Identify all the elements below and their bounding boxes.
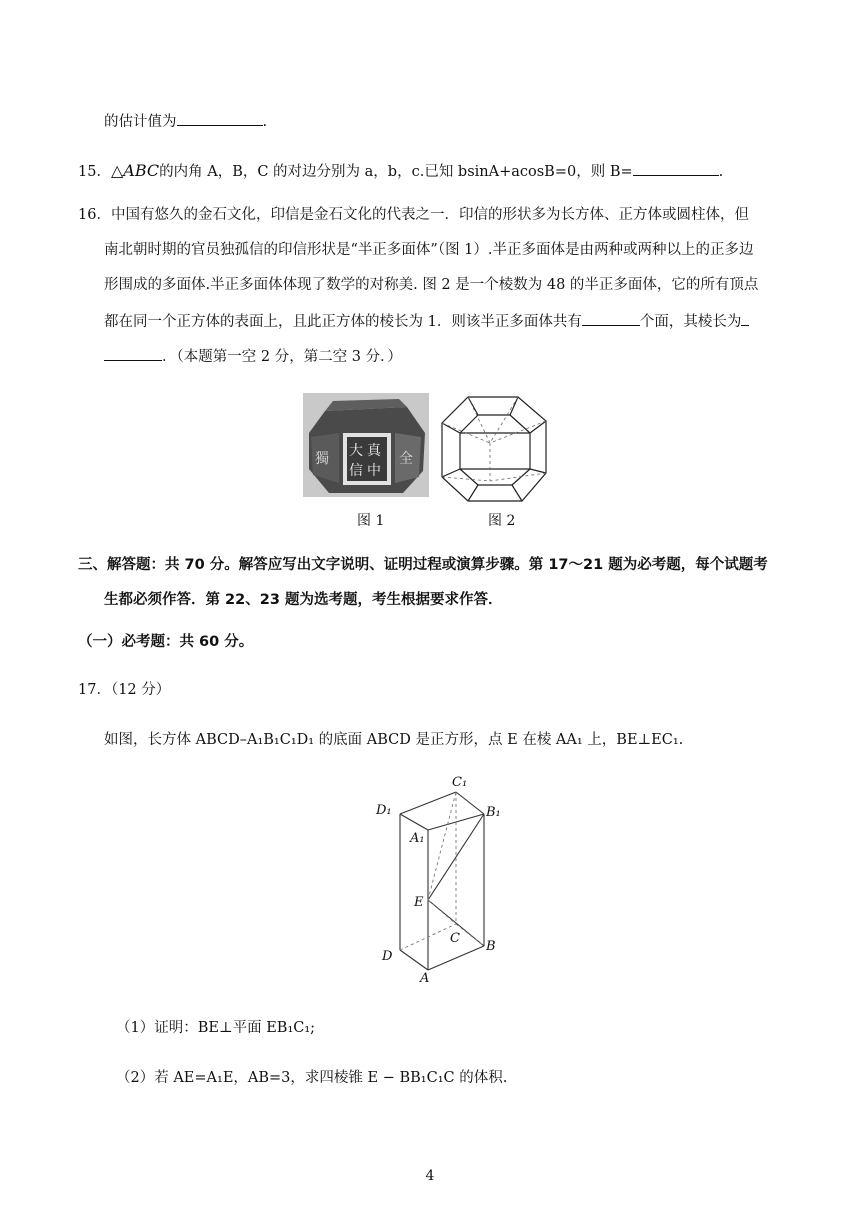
label-a1: A₁ [410, 831, 425, 846]
page-number: 4 [425, 1168, 435, 1184]
part-1-heading: （一）必考题：共 60 分。 [78, 634, 254, 650]
answer-blank [741, 310, 749, 326]
answer-blank [177, 110, 263, 126]
triangle-abc: △ABC [110, 161, 160, 180]
question-16-line-2: 南北朝时期的官员独孤信的印信形状是“半正多面体”（图 1）.半正多面体是由两种或两种以上的正多边 [104, 242, 754, 258]
label-c: C [450, 931, 460, 946]
seal-char: 獨 [315, 451, 329, 467]
answer-blank [582, 310, 640, 326]
seal-char: 信 [349, 463, 363, 479]
question-17-prism-diagram [372, 772, 512, 984]
seal-char: 真 [367, 443, 381, 459]
question-16-line-1: 16．中国有悠久的金石文化，印信是金石文化的代表之一．印信的形状多为长方体、正方体或圆柱体，但 [78, 207, 749, 223]
section-3-heading-line-2: 生都必须作答．第 22、23 题为选考题，考生根据要求作答． [104, 592, 503, 608]
seal-char: 大 [349, 443, 363, 459]
seal-char: 中 [367, 463, 381, 479]
label-d: D [382, 949, 393, 964]
question-17-part-2: （2）若 AE=A₁E，AB=3，求四棱锥 E − BB₁C₁C 的体积. [116, 1070, 508, 1086]
label-a: A [420, 971, 430, 984]
answer-blank [633, 160, 719, 176]
question-17-stem: 如图，长方体 ABCD–A₁B₁C₁D₁ 的底面 ABCD 是正方形，点 E 在棱 AA₁ 上，BE⊥EC₁. [104, 732, 684, 748]
figure-1-seal-photo [303, 393, 429, 497]
section-3-heading-line-1: 三、解答题：共 70 分。解答应写出文字说明、证明过程或演算步骤。第 17～21 题为必考题，每个试题考 [78, 557, 768, 573]
seal-char: 全 [399, 451, 413, 467]
seal-image [303, 393, 429, 497]
prev-question-tail: 的估计值为 . [104, 110, 267, 132]
question-17-number: 17．（12 分） [78, 682, 171, 698]
label-b: B [486, 939, 496, 954]
question-16-line-5: ．（本题第一空 2 分，第二空 3 分．） [104, 345, 402, 367]
polyhedron-diagram [438, 393, 550, 505]
figure-2-caption: 图 2 [488, 513, 516, 529]
label-e: E [414, 895, 424, 910]
label-d1: D₁ [376, 803, 392, 818]
figure-2-polyhedron [438, 393, 550, 505]
question-16-line-3: 形围成的多面体.半正多面体体现了数学的对称美. 图 2 是一个棱数为 48 的半正多面体，它的所有顶点 [104, 277, 759, 293]
answer-blank [104, 345, 162, 361]
figure-1-caption: 图 1 [357, 513, 385, 529]
question-17-part-1: （1）证明：BE⊥平面 EB₁C₁; [116, 1020, 316, 1036]
label-b1: B₁ [486, 805, 501, 820]
question-15: 15．△ABC的内角 A，B，C 的对边分别为 a，b，c.已知 bsinA+acosB=0，则 B= . [78, 161, 724, 180]
prism-svg [372, 772, 512, 984]
label-c1: C₁ [452, 775, 468, 790]
question-16-line-4: 都在同一个正方体的表面上，且此正方体的棱长为 1．则该半正多面体共有 个面，其棱长为 [104, 310, 749, 332]
